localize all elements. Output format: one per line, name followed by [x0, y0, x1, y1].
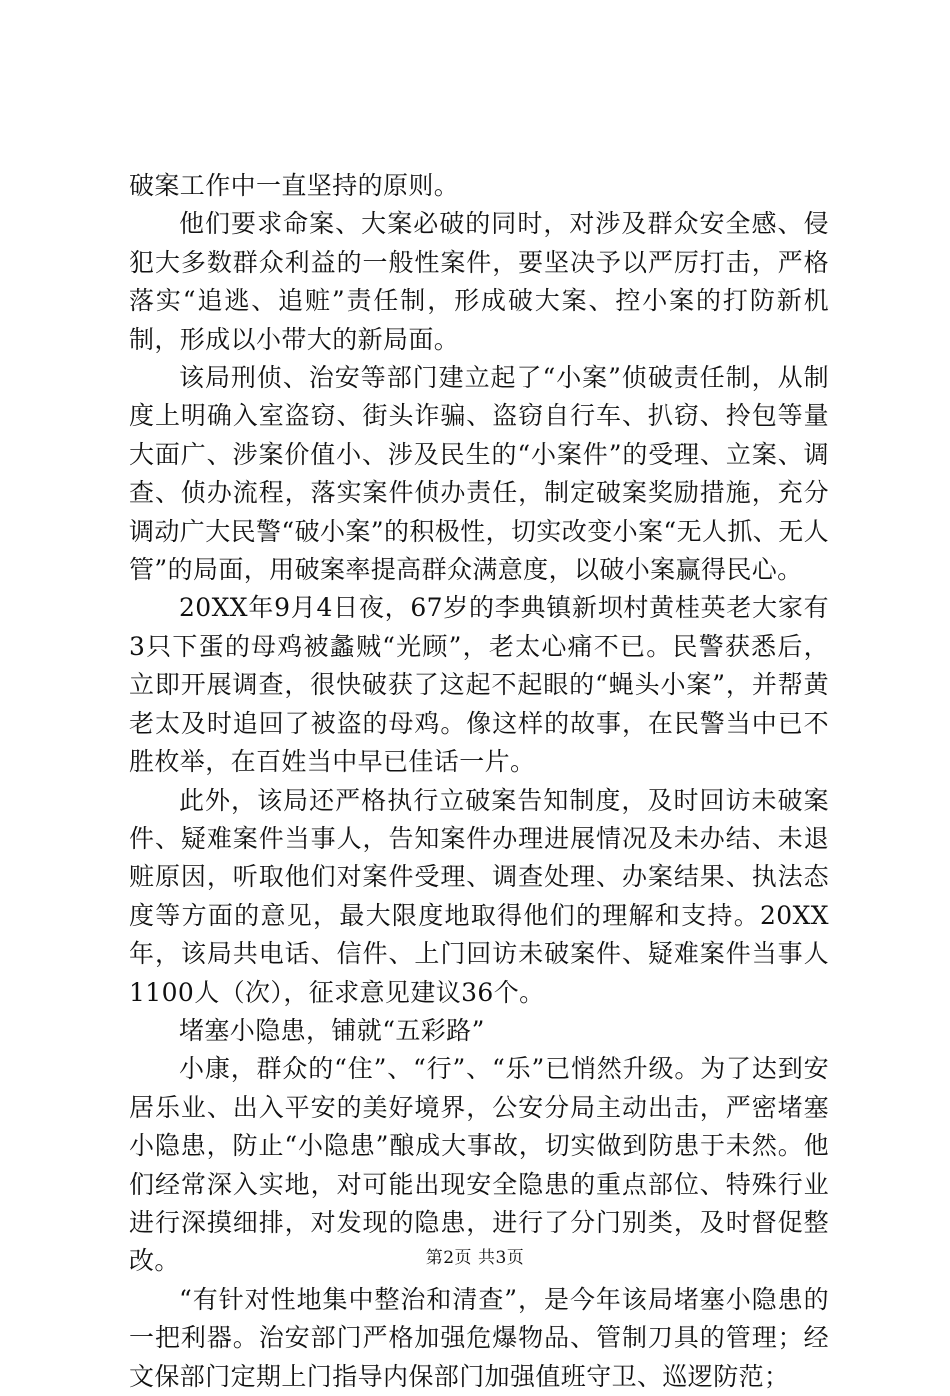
- paragraph: 该局刑侦、治安等部门建立起了“小案”侦破责任制，从制度上明确入室盗窃、街头诈骗、盗窃自行车、扒窃、拎包等量大面广、涉案价值小、涉及民生的“小案件”的受理、立案、调查、侦办流程，落实案件侦办责任，制定破案奖励措施，充分调动广大民警“破小案”的积极性，切实改变小案“无人抓、无人管”的局面，用破案率提高群众满意度，以破小案赢得民心。: [129, 363, 829, 585]
- page-number-footer: 第2页 共3页: [425, 1248, 525, 1268]
- paragraph: 20XX年9月4日夜，67岁的李典镇新坝村黄桂英老大家有3只下蛋的母鸡被蠡贼“光顾”，老太心痛不已。民警获悉后，立即开展调查，很快破获了这起不起眼的“蝇头小案”，并帮黄老太及时追回了被盗的母鸡。像这样的故事，在民警当中已不胜枚举，在百姓当中早已佳话一片。: [129, 593, 829, 777]
- paragraph-continuation: 破案工作中一直坚持的原则。: [129, 171, 460, 200]
- paragraph: 此外，该局还严格执行立破案告知制度，及时回访未破案件、疑难案件当事人，告知案件办理进展情况及未办结、未退赃原因，听取他们对案件受理、调查处理、办案结果、执法态度等方面的意见，最大限度地取得他们的理解和支持。20XX年，该局共电话、信件、上门回访未破案件、疑难案件当事人1100人（次），征求意见建议36个。: [129, 785, 829, 1007]
- paragraph: “有针对性地集中整治和清查”，是今年该局堵塞小隐患的一把利器。治安部门严格加强危爆物品、管制刀具的管理；经文保部门定期上门指导内保部门加强值班守卫、巡逻防范；: [129, 1284, 829, 1391]
- document-body: [129, 167, 829, 1396]
- paragraph: 小康，群众的“住”、“行”、“乐”已悄然升级。为了达到安居乐业、出入平安的美好境界，公安分局主动出击，严密堵塞小隐患，防止“小隐患”酿成大事故，切实做到防患于未然。他们经常深入实地，对可能出现安全隐患的重点部位、特殊行业进行深摸细排，对发现的隐患，进行了分门别类，及时督促整改。: [129, 1054, 829, 1276]
- paragraph: 他们要求命案、大案必破的同时，对涉及群众安全感、侵犯大多数群众利益的一般性案件，要坚决予以严厉打击，严格落实“追逃、追赃”责任制，形成破大案、控小案的打防新机制，形成以小带大的新局面。: [129, 209, 829, 354]
- section-heading: 堵塞小隐患，铺就“五彩路”: [179, 1015, 485, 1045]
